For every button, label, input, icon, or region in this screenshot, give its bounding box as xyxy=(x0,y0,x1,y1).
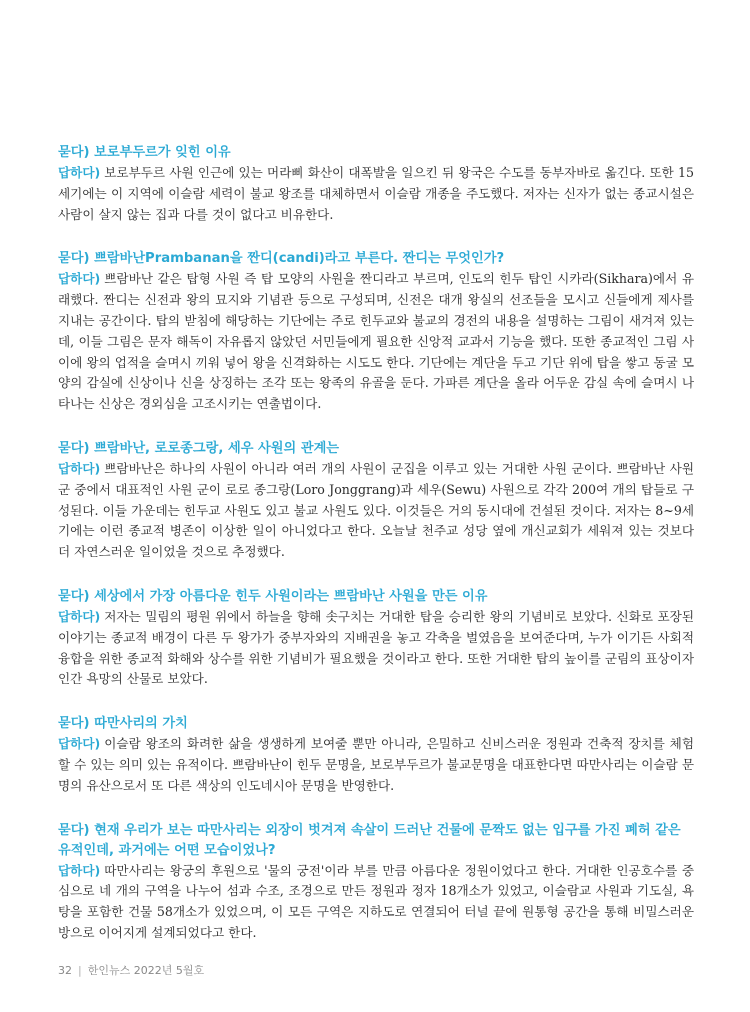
question-heading: 묻다) 세상에서 가장 아름다운 힌두 사원이라는 쁘람바난 사원을 만든 이유 xyxy=(58,588,488,604)
answer-text: 따만사리는 왕궁의 후원으로 '물의 궁전'이라 부를 만큼 아름다운 정원이었다고 한다. 거대한 인공호수를 중심으로 네 개의 구역을 나누어 섬과 수조, 조경으로 만든 정원과 정자 18개소가 있었고, 이슬람교 사원과 기도실, 욕탕을 포함한 건물 58개소가 있었으며, 이 모든 구역은 지하도로 연결되어 터널 끝에 원통형 공간을 통해 비밀스러운 방으로 이어지게 설계되었다고 한다. xyxy=(58,862,694,940)
answer-paragraph xyxy=(58,734,694,796)
answer-text: 쁘람바난 같은 탑형 사원 즉 탑 모양의 사원을 짠디라고 부르며, 인도의 힌두 탑인 시카라(Sikhara)에서 유래했다. 짠디는 신전과 왕의 묘지와 기념관 등으로 구성되며, 신전은 대개 왕실의 선조들을 모시고 신들에게 제사를 지내는 공간이다. 탑의 받침에 해당하는 기단에는 주로 힌두교와 불교의 경전의 내용을 설명하는 그림이 새겨져 있는데, 이들 그림은 문자 해독이 자유롭지 않았던 서민들에게 필요한 신앙적 교과서 기능을 했다. 또한 종교적인 그림 사이에 왕의 업적을 슬며시 끼워 넣어 왕을 신격화하는 시도도 한다. 기단에는 계단을 두고 기단 위에 탑을 쌓고 동굴 모양의 감실에 신상이나 신을 상징하는 조각 또는 왕족의 유골을 둔다. 가파른 계단을 올라 어두운 감실 속에 슬며시 나타나는 신상은 경외심을 고조시키는 연출법이다. xyxy=(58,271,694,412)
footer-separator: | xyxy=(78,964,82,977)
answer-paragraph xyxy=(58,269,694,415)
qa-section-4 xyxy=(58,587,694,690)
answer-text: 이슬람 왕조의 화려한 삶을 생생하게 보여줄 뿐만 아니라, 은밀하고 신비스러운 정원과 건축적 장치를 체험할 수 있는 의미 있는 유적이다. 쁘람바난이 힌두 문명을, 보로부두르가 불교문명을 대표한다면 따만사리는 이슬람 문명의 유산으로서 또 다른 색상의 인도네시아 문명을 반영한다. xyxy=(58,736,694,793)
question-heading: 묻다) 현재 우리가 보는 따만사리는 외장이 벗겨져 속살이 드러난 건물에 문짝도 없는 입구를 가진 폐허 같은 유적인데, 과거에는 어떤 모습이었나? xyxy=(58,822,681,858)
answer-label: 답하다) xyxy=(58,271,101,287)
answer-text: 쁘람바난은 하나의 사원이 아니라 여러 개의 사원이 군집을 이루고 있는 거대한 사원 군이다. 쁘람바난 사원 군 중에서 대표적인 사원 군이 로로 종그랑(Loro Jonggrang)과 세우(Sewu) 사원으로 각각 200여 개의 탑들로 구성된다. 이들 가운데는 힌두교 사원도 있고 불교 사원도 있다. 이것들은 거의 동시대에 건설된 것이다. 저자는 8~9세기에는 이런 종교적 병존이 이상한 일이 아니었다고 한다. 오늘날 천주교 성당 옆에 개신교회가 세워져 있는 것보다 더 자연스러운 일이었을 것으로 추정했다. xyxy=(58,460,694,560)
answer-text: 보로부두르 사원 인근에 있는 머라삐 화산이 대폭발을 일으킨 뒤 왕국은 수도를 동부자바로 옮긴다. 또한 15세기에는 이 지역에 이슬람 세력이 불교 왕조를 대체하면서 이슬람 개종을 주도했다. 저자는 신자가 없는 종교시설은 사람이 살지 않는 집과 다를 것이 없다고 비유한다. xyxy=(58,165,694,222)
qa-section-2 xyxy=(58,249,694,415)
question-heading: 묻다) 쁘람바난, 로로종그랑, 세우 사원의 관계는 xyxy=(58,440,340,456)
answer-label: 답하다) xyxy=(58,736,101,752)
answer-paragraph xyxy=(58,163,694,225)
publication-name: 한인뉴스 2022년 5월호 xyxy=(87,964,205,977)
question-heading: 묻다) 보로부두르가 잊힌 이유 xyxy=(58,145,231,160)
question-heading: 묻다) 따만사리의 가치 xyxy=(58,716,188,732)
qa-section-1 xyxy=(58,143,694,225)
answer-label: 답하다) xyxy=(58,862,101,878)
question-heading: 묻다) 쁘람바난Prambanan을 짠디(candi)라고 부른다. 짠디는 무엇인가? xyxy=(58,251,505,267)
article-body xyxy=(58,143,694,968)
answer-label: 답하다) xyxy=(58,460,101,476)
page-number: 32 xyxy=(58,964,72,977)
answer-text: 저자는 밀림의 평원 위에서 하늘을 향해 솟구치는 거대한 탑을 승리한 왕의 기념비로 보았다. 신화로 포장된 이야기는 종교적 배경이 다른 두 왕가가 중부자와의 지배권을 놓고 각축을 벌였음을 보여준다며, 누가 이기든 사회적 융합을 위한 종교적 화해와 상수를 위한 기념비가 필요했을 것이라고 한다. 또한 거대한 탑의 높이를 군림의 표상이자 인간 욕망의 산물로 보았다. xyxy=(58,608,694,687)
answer-label: 답하다) xyxy=(58,165,101,180)
qa-section-5 xyxy=(58,714,694,796)
answer-paragraph xyxy=(58,861,694,944)
answer-label: 답하다) xyxy=(58,608,101,624)
qa-section-3 xyxy=(58,439,694,563)
answer-paragraph xyxy=(58,459,694,563)
answer-paragraph xyxy=(58,607,694,690)
qa-section-6 xyxy=(58,821,694,944)
page-footer xyxy=(58,962,204,978)
